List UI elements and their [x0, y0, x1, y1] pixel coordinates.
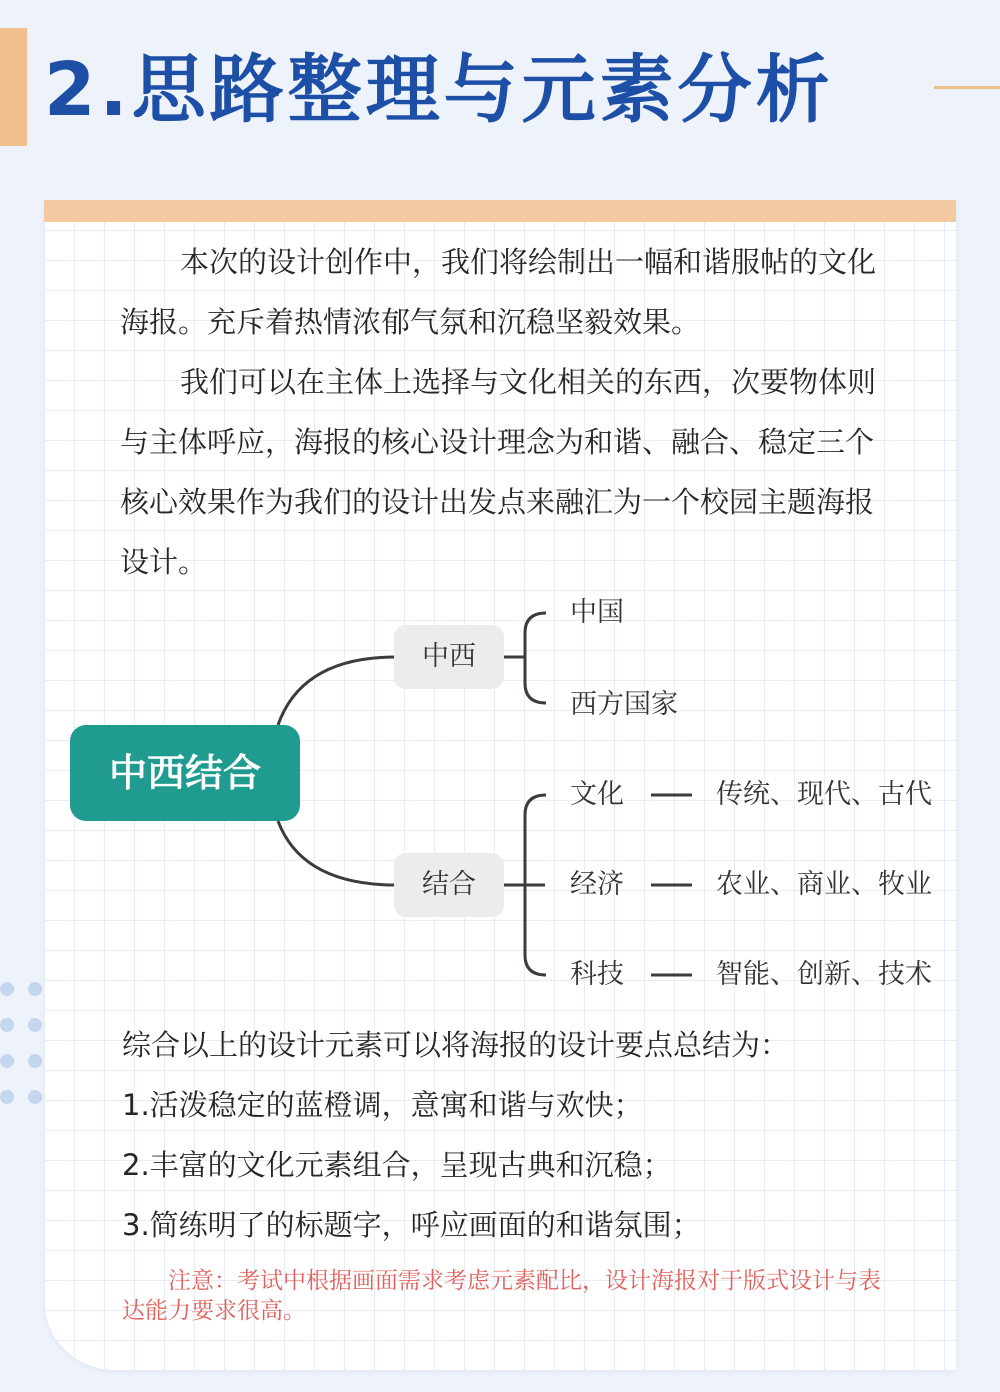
header-accent-tab	[0, 28, 27, 146]
bracket-zhongxi	[525, 613, 546, 703]
content-card	[44, 200, 956, 1370]
attention-note: 注意：考试中根据画面需求考虑元素配比，设计海报对于版式设计与表达能力要求很高。	[122, 1268, 881, 1324]
page-title: 2.思路整理与元素分析	[44, 47, 834, 133]
connector-root-to-jiehe	[278, 821, 396, 885]
node-zhongxi: 中西	[394, 625, 504, 689]
leaf-wenhua: 文化	[570, 779, 624, 810]
intro-paragraph-2: 我们可以在主体上选择与文化相关的东西，次要物体则与主体呼应，海报的核心设计理念为和谐、融合、稳定三个核心效果作为我们的设计出发点来融汇为一个校园主题海报设计。	[120, 365, 877, 579]
leaf-xifang: 西方国家	[570, 689, 678, 720]
leaf-zhongguo: 中国	[570, 597, 624, 628]
leaf-jingji-detail: 农业、商业、牧业	[716, 869, 932, 900]
summary-point: 2.丰富的文化元素组合，呈现古典和沉稳；	[122, 1148, 672, 1182]
mind-map	[44, 595, 956, 1005]
leaf-wenhua-detail: 传统、现代、古代	[716, 779, 932, 810]
summary-point: 1.活泼稳定的蓝橙调，意寓和谐与欢快；	[122, 1088, 643, 1122]
node-jiehe: 结合	[394, 853, 504, 917]
intro-paragraph-1: 本次的设计创作中，我们将绘制出一幅和谐服帖的文化海报。充斥着热情浓郁气氛和沉稳坚毅效果。	[120, 245, 877, 339]
summary-point: 3.简练明了的标题字，呼应画面的和谐氛围；	[122, 1208, 701, 1242]
mind-map-root: 中西结合	[70, 725, 300, 821]
leaf-jingji: 经济	[570, 869, 624, 900]
title-rule	[934, 86, 1000, 89]
summary-intro: 综合以上的设计元素可以将海报的设计要点总结为：	[122, 1028, 790, 1062]
summary-section	[122, 1015, 922, 1255]
leaf-keji-detail: 智能、创新、技术	[716, 959, 932, 990]
leaf-keji: 科技	[570, 959, 624, 990]
decorative-dots	[0, 980, 50, 1110]
card-top-bar	[44, 200, 956, 222]
connector-root-to-zhongxi	[278, 657, 396, 725]
